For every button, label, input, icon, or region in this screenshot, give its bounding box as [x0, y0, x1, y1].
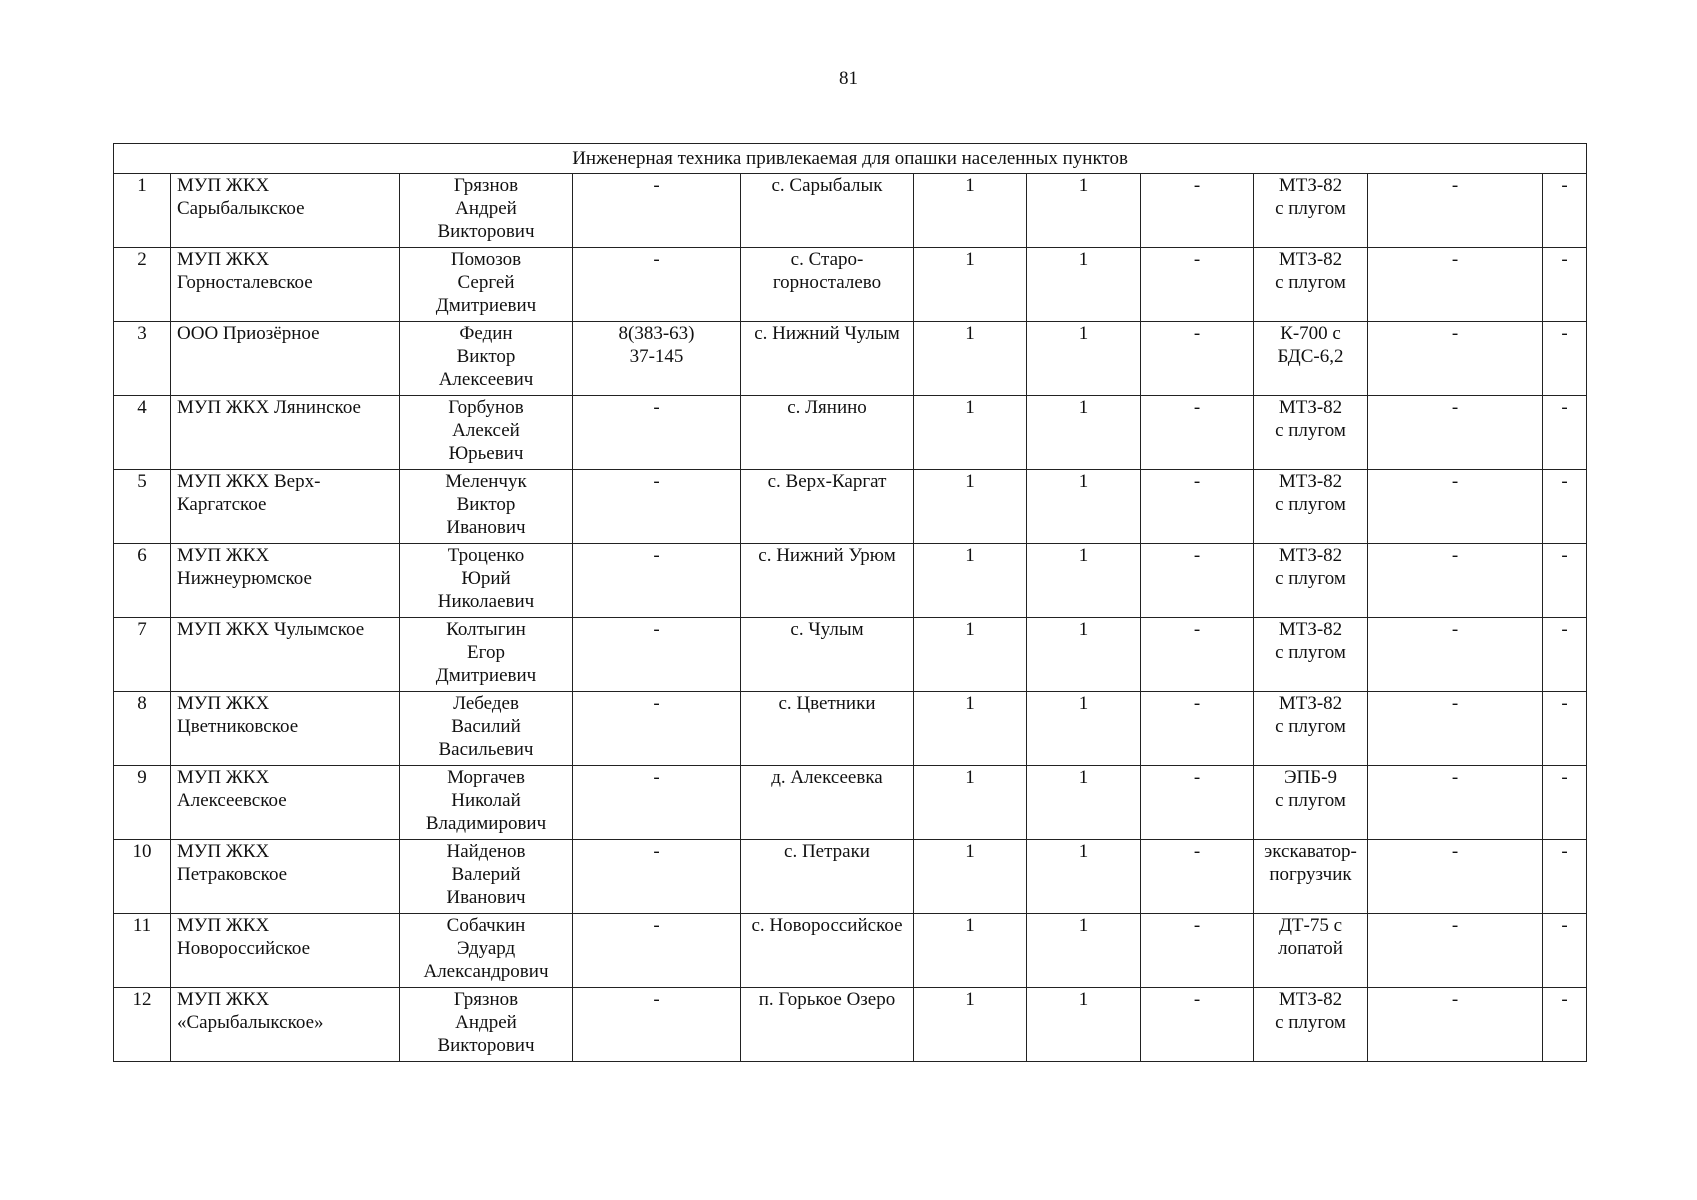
responsible-person-cell-line: Сергей — [457, 272, 515, 293]
row-number-cell: 11 — [114, 914, 171, 988]
value-cell-11: - — [1543, 174, 1587, 248]
equipment-cell-line: с плугом — [1275, 198, 1346, 219]
organization-cell-line: МУП ЖКХ — [177, 175, 270, 196]
organization-cell — [171, 766, 400, 840]
value-cell-10: - — [1368, 840, 1543, 914]
responsible-person-cell-line: Грязнов — [453, 989, 519, 1010]
phone-cell-line: - — [653, 841, 660, 862]
value-cell-3: - — [1141, 766, 1254, 840]
organization-cell — [171, 396, 400, 470]
value-cell-11: - — [1543, 692, 1587, 766]
responsible-person-cell-line: Юрий — [461, 568, 511, 589]
row-number-cell: 3 — [114, 322, 171, 396]
settlement-cell-line: с. Цветники — [778, 693, 876, 714]
value-cell-10: - — [1368, 618, 1543, 692]
value-cell-11: - — [1543, 544, 1587, 618]
phone-cell-line: - — [653, 545, 660, 566]
count-cell-2: 1 — [1027, 692, 1141, 766]
responsible-person-cell — [400, 840, 573, 914]
responsible-person-cell-line: Эдуард — [456, 938, 516, 959]
equipment-cell — [1254, 692, 1368, 766]
organization-cell-line: МУП ЖКХ — [177, 249, 270, 270]
organization-cell — [171, 692, 400, 766]
equipment-cell-line: погрузчик — [1269, 864, 1352, 885]
row-number-cell: 4 — [114, 396, 171, 470]
organization-cell — [171, 470, 400, 544]
value-cell-10: - — [1368, 248, 1543, 322]
value-cell-11: - — [1543, 840, 1587, 914]
row-number-cell: 1 — [114, 174, 171, 248]
responsible-person-cell-line: Владимирович — [425, 813, 547, 834]
value-cell-3: - — [1141, 322, 1254, 396]
organization-cell — [171, 248, 400, 322]
equipment-cell-line: ДТ-75 с — [1278, 915, 1343, 936]
value-cell-3: - — [1141, 544, 1254, 618]
settlement-cell-line: с. Нижний Чулым — [754, 323, 900, 344]
equipment-cell-line: с плугом — [1275, 568, 1346, 589]
phone-cell — [573, 692, 741, 766]
phone-cell-line: - — [653, 693, 660, 714]
organization-cell-line: «Сарыбалыкское» — [177, 1012, 324, 1033]
settlement-cell-line: д. Алексеевка — [771, 767, 883, 788]
row-number-cell: 5 — [114, 470, 171, 544]
settlement-cell-line: с. Сарыбалык — [771, 175, 883, 196]
value-cell-10: - — [1368, 914, 1543, 988]
responsible-person-cell — [400, 470, 573, 544]
equipment-cell-line: МТЗ-82 — [1278, 175, 1343, 196]
settlement-cell — [741, 692, 914, 766]
value-cell-10: - — [1368, 544, 1543, 618]
phone-cell-line: - — [653, 989, 660, 1010]
organization-cell-line: Нижнеурюмское — [177, 568, 312, 589]
settlement-cell-line: п. Горькое Озеро — [758, 989, 896, 1010]
row-number-cell: 6 — [114, 544, 171, 618]
row-number-cell: 8 — [114, 692, 171, 766]
phone-cell-line: - — [653, 915, 660, 936]
responsible-person-cell-line: Николай — [451, 790, 521, 811]
settlement-cell — [741, 544, 914, 618]
count-cell-1: 1 — [914, 692, 1027, 766]
responsible-person-cell-line: Найденов — [446, 841, 526, 862]
phone-cell — [573, 470, 741, 544]
organization-cell-line: МУП ЖКХ Верх- — [177, 471, 321, 492]
section-header-row — [114, 144, 1587, 174]
phone-cell — [573, 988, 741, 1062]
organization-cell — [171, 544, 400, 618]
equipment-cell-line: с плугом — [1275, 642, 1346, 663]
responsible-person-cell-line: Василий — [451, 716, 521, 737]
count-cell-1: 1 — [914, 322, 1027, 396]
equipment-cell — [1254, 174, 1368, 248]
count-cell-2: 1 — [1027, 470, 1141, 544]
responsible-person-cell-line: Грязнов — [453, 175, 519, 196]
settlement-cell-line: с. Верх-Каргат — [767, 471, 887, 492]
value-cell-3: - — [1141, 692, 1254, 766]
equipment-cell-line: БДС-6,2 — [1277, 346, 1344, 367]
settlement-cell — [741, 988, 914, 1062]
count-cell-1: 1 — [914, 396, 1027, 470]
responsible-person-cell-line: Алексеевич — [438, 369, 534, 390]
phone-cell — [573, 914, 741, 988]
responsible-person-cell-line: Андрей — [455, 198, 517, 219]
equipment-cell — [1254, 914, 1368, 988]
responsible-person-cell-line: Егор — [467, 642, 505, 663]
count-cell-1: 1 — [914, 618, 1027, 692]
phone-cell-line: - — [653, 397, 660, 418]
count-cell-2: 1 — [1027, 988, 1141, 1062]
phone-cell-line: - — [653, 619, 660, 640]
responsible-person-cell — [400, 914, 573, 988]
table-row — [114, 618, 1587, 692]
settlement-cell — [741, 766, 914, 840]
equipment-cell-line: МТЗ-82 — [1278, 619, 1343, 640]
responsible-person-cell-line: Собачкин — [446, 915, 526, 936]
row-number-cell: 9 — [114, 766, 171, 840]
count-cell-2: 1 — [1027, 174, 1141, 248]
value-cell-10: - — [1368, 174, 1543, 248]
phone-cell — [573, 544, 741, 618]
responsible-person-cell-line: Виктор — [456, 494, 516, 515]
table-row — [114, 692, 1587, 766]
equipment-cell-line: МТЗ-82 — [1278, 989, 1343, 1010]
responsible-person-cell-line: Викторович — [437, 1035, 535, 1056]
organization-cell-line: МУП ЖКХ — [177, 841, 270, 862]
phone-cell — [573, 322, 741, 396]
settlement-cell — [741, 840, 914, 914]
responsible-person-cell-line: Лебедев — [453, 693, 519, 714]
settlement-cell — [741, 396, 914, 470]
value-cell-3: - — [1141, 470, 1254, 544]
organization-cell-line: Горносталевское — [177, 272, 313, 293]
responsible-person-cell — [400, 766, 573, 840]
phone-cell-line: - — [653, 175, 660, 196]
row-number-cell: 2 — [114, 248, 171, 322]
responsible-person-cell-line: Алексей — [452, 420, 520, 441]
count-cell-1: 1 — [914, 840, 1027, 914]
responsible-person-cell-line: Горбунов — [448, 397, 524, 418]
equipment-cell — [1254, 840, 1368, 914]
phone-cell-line: 8(383-63) — [618, 323, 695, 344]
responsible-person-cell-line: Александрович — [423, 961, 549, 982]
responsible-person-cell — [400, 248, 573, 322]
count-cell-2: 1 — [1027, 618, 1141, 692]
phone-cell — [573, 396, 741, 470]
equipment-cell-line: МТЗ-82 — [1278, 471, 1343, 492]
equipment-cell-line: с плугом — [1275, 272, 1346, 293]
phone-cell — [573, 840, 741, 914]
value-cell-3: - — [1141, 988, 1254, 1062]
settlement-cell-line: с. Лянино — [787, 397, 867, 418]
count-cell-1: 1 — [914, 914, 1027, 988]
organization-cell-line: МУП ЖКХ — [177, 767, 270, 788]
equipment-cell-line: МТЗ-82 — [1278, 693, 1343, 714]
responsible-person-cell-line: Виктор — [456, 346, 516, 367]
responsible-person-cell — [400, 692, 573, 766]
table-row — [114, 396, 1587, 470]
count-cell-2: 1 — [1027, 322, 1141, 396]
organization-cell — [171, 840, 400, 914]
responsible-person-cell-line: Андрей — [455, 1012, 517, 1033]
responsible-person-cell-line: Троценко — [447, 545, 525, 566]
responsible-person-cell — [400, 618, 573, 692]
phone-cell — [573, 618, 741, 692]
responsible-person-cell — [400, 174, 573, 248]
equipment-cell — [1254, 248, 1368, 322]
count-cell-2: 1 — [1027, 766, 1141, 840]
responsible-person-cell-line: Моргачев — [447, 767, 525, 788]
settlement-cell — [741, 618, 914, 692]
count-cell-2: 1 — [1027, 396, 1141, 470]
settlement-cell-line: с. Чулым — [790, 619, 864, 640]
count-cell-2: 1 — [1027, 248, 1141, 322]
responsible-person-cell-line: Викторович — [437, 221, 535, 242]
equipment-cell-line: с плугом — [1275, 420, 1346, 441]
organization-cell-line: МУП ЖКХ Лянинское — [177, 397, 361, 418]
responsible-person-cell — [400, 544, 573, 618]
equipment-cell-line: экскаватор- — [1264, 841, 1357, 862]
settlement-cell — [741, 322, 914, 396]
responsible-person-cell-line: Дмитриевич — [435, 295, 537, 316]
organization-cell-line: Новороссийское — [177, 938, 311, 959]
equipment-cell — [1254, 470, 1368, 544]
phone-cell — [573, 248, 741, 322]
organization-cell-line: Алексеевское — [177, 790, 287, 811]
equipment-cell-line: с плугом — [1275, 1012, 1346, 1033]
phone-cell-line: - — [653, 249, 660, 270]
count-cell-2: 1 — [1027, 544, 1141, 618]
table-body — [114, 144, 1587, 1062]
responsible-person-cell-line: Дмитриевич — [435, 665, 537, 686]
responsible-person-cell-line: Васильевич — [438, 739, 534, 760]
organization-cell-line: Петраковское — [177, 864, 288, 885]
section-title: Инженерная техника привлекаемая для опашки населенных пунктов — [114, 144, 1587, 174]
table-row — [114, 322, 1587, 396]
table-row — [114, 914, 1587, 988]
table-row — [114, 840, 1587, 914]
settlement-cell-line: с. Новороссийское — [751, 915, 903, 936]
equipment-cell — [1254, 618, 1368, 692]
value-cell-11: - — [1543, 396, 1587, 470]
phone-cell-line: - — [653, 767, 660, 788]
organization-cell-line: МУП ЖКХ — [177, 693, 270, 714]
value-cell-11: - — [1543, 766, 1587, 840]
organization-cell-line: Сарыбалыкское — [177, 198, 305, 219]
table-row — [114, 248, 1587, 322]
equipment-table — [113, 143, 1587, 1062]
settlement-cell-line: с. Нижний Урюм — [758, 545, 896, 566]
value-cell-10: - — [1368, 692, 1543, 766]
settlement-cell — [741, 914, 914, 988]
phone-cell — [573, 174, 741, 248]
value-cell-11: - — [1543, 470, 1587, 544]
equipment-cell — [1254, 396, 1368, 470]
phone-cell — [573, 766, 741, 840]
count-cell-1: 1 — [914, 248, 1027, 322]
count-cell-2: 1 — [1027, 840, 1141, 914]
value-cell-10: - — [1368, 322, 1543, 396]
settlement-cell — [741, 174, 914, 248]
phone-cell-line: 37-145 — [629, 346, 684, 367]
page-number: 81 — [839, 68, 858, 89]
responsible-person-cell-line: Иванович — [446, 517, 526, 538]
value-cell-3: - — [1141, 914, 1254, 988]
responsible-person-cell-line: Валерий — [451, 864, 521, 885]
equipment-cell-line: с плугом — [1275, 494, 1346, 515]
value-cell-10: - — [1368, 470, 1543, 544]
organization-cell — [171, 618, 400, 692]
table-row — [114, 174, 1587, 248]
settlement-cell — [741, 470, 914, 544]
organization-cell — [171, 988, 400, 1062]
value-cell-3: - — [1141, 174, 1254, 248]
value-cell-10: - — [1368, 988, 1543, 1062]
value-cell-10: - — [1368, 766, 1543, 840]
equipment-cell-line: МТЗ-82 — [1278, 397, 1343, 418]
row-number-cell: 7 — [114, 618, 171, 692]
settlement-cell-line: с. Старо- — [790, 249, 864, 270]
equipment-cell-line: МТЗ-82 — [1278, 249, 1343, 270]
equipment-cell-line: К-700 с — [1280, 323, 1341, 344]
responsible-person-cell — [400, 322, 573, 396]
equipment-cell — [1254, 544, 1368, 618]
equipment-cell-line: с плугом — [1275, 790, 1346, 811]
responsible-person-cell-line: Юрьевич — [448, 443, 524, 464]
organization-cell-line: Цветниковское — [177, 716, 299, 737]
organization-cell-line: ООО Приозёрное — [177, 323, 320, 344]
organization-cell — [171, 914, 400, 988]
responsible-person-cell-line: Колтыгин — [446, 619, 526, 640]
count-cell-1: 1 — [914, 174, 1027, 248]
organization-cell-line: МУП ЖКХ — [177, 989, 270, 1010]
organization-cell-line: МУП ЖКХ Чулымское — [177, 619, 365, 640]
equipment-cell — [1254, 322, 1368, 396]
responsible-person-cell-line: Меленчук — [445, 471, 527, 492]
phone-cell-line: - — [653, 471, 660, 492]
settlement-cell-line: горносталево — [772, 272, 882, 293]
value-cell-3: - — [1141, 248, 1254, 322]
value-cell-11: - — [1543, 618, 1587, 692]
table-row — [114, 544, 1587, 618]
count-cell-1: 1 — [914, 544, 1027, 618]
count-cell-1: 1 — [914, 470, 1027, 544]
value-cell-3: - — [1141, 618, 1254, 692]
responsible-person-cell — [400, 396, 573, 470]
value-cell-11: - — [1543, 988, 1587, 1062]
settlement-cell — [741, 248, 914, 322]
equipment-cell-line: ЭПБ-9 — [1283, 767, 1337, 788]
table-row — [114, 470, 1587, 544]
equipment-cell — [1254, 766, 1368, 840]
responsible-person-cell-line: Иванович — [446, 887, 526, 908]
row-number-cell: 12 — [114, 988, 171, 1062]
equipment-cell-line: МТЗ-82 — [1278, 545, 1343, 566]
settlement-cell-line: с. Петраки — [784, 841, 870, 862]
row-number-cell: 10 — [114, 840, 171, 914]
responsible-person-cell-line: Николаевич — [437, 591, 535, 612]
value-cell-3: - — [1141, 396, 1254, 470]
responsible-person-cell — [400, 988, 573, 1062]
responsible-person-cell-line: Федин — [459, 323, 513, 344]
equipment-cell — [1254, 988, 1368, 1062]
equipment-cell-line: с плугом — [1275, 716, 1346, 737]
organization-cell-line: МУП ЖКХ — [177, 545, 270, 566]
value-cell-11: - — [1543, 322, 1587, 396]
equipment-cell-line: лопатой — [1278, 938, 1343, 959]
organization-cell — [171, 174, 400, 248]
count-cell-1: 1 — [914, 988, 1027, 1062]
table-row — [114, 988, 1587, 1062]
organization-cell — [171, 322, 400, 396]
table-row — [114, 766, 1587, 840]
count-cell-2: 1 — [1027, 914, 1141, 988]
organization-cell-line: Каргатское — [177, 494, 267, 515]
responsible-person-cell-line: Помозов — [450, 249, 522, 270]
value-cell-3: - — [1141, 840, 1254, 914]
value-cell-10: - — [1368, 396, 1543, 470]
count-cell-1: 1 — [914, 766, 1027, 840]
organization-cell-line: МУП ЖКХ — [177, 915, 270, 936]
value-cell-11: - — [1543, 248, 1587, 322]
value-cell-11: - — [1543, 914, 1587, 988]
